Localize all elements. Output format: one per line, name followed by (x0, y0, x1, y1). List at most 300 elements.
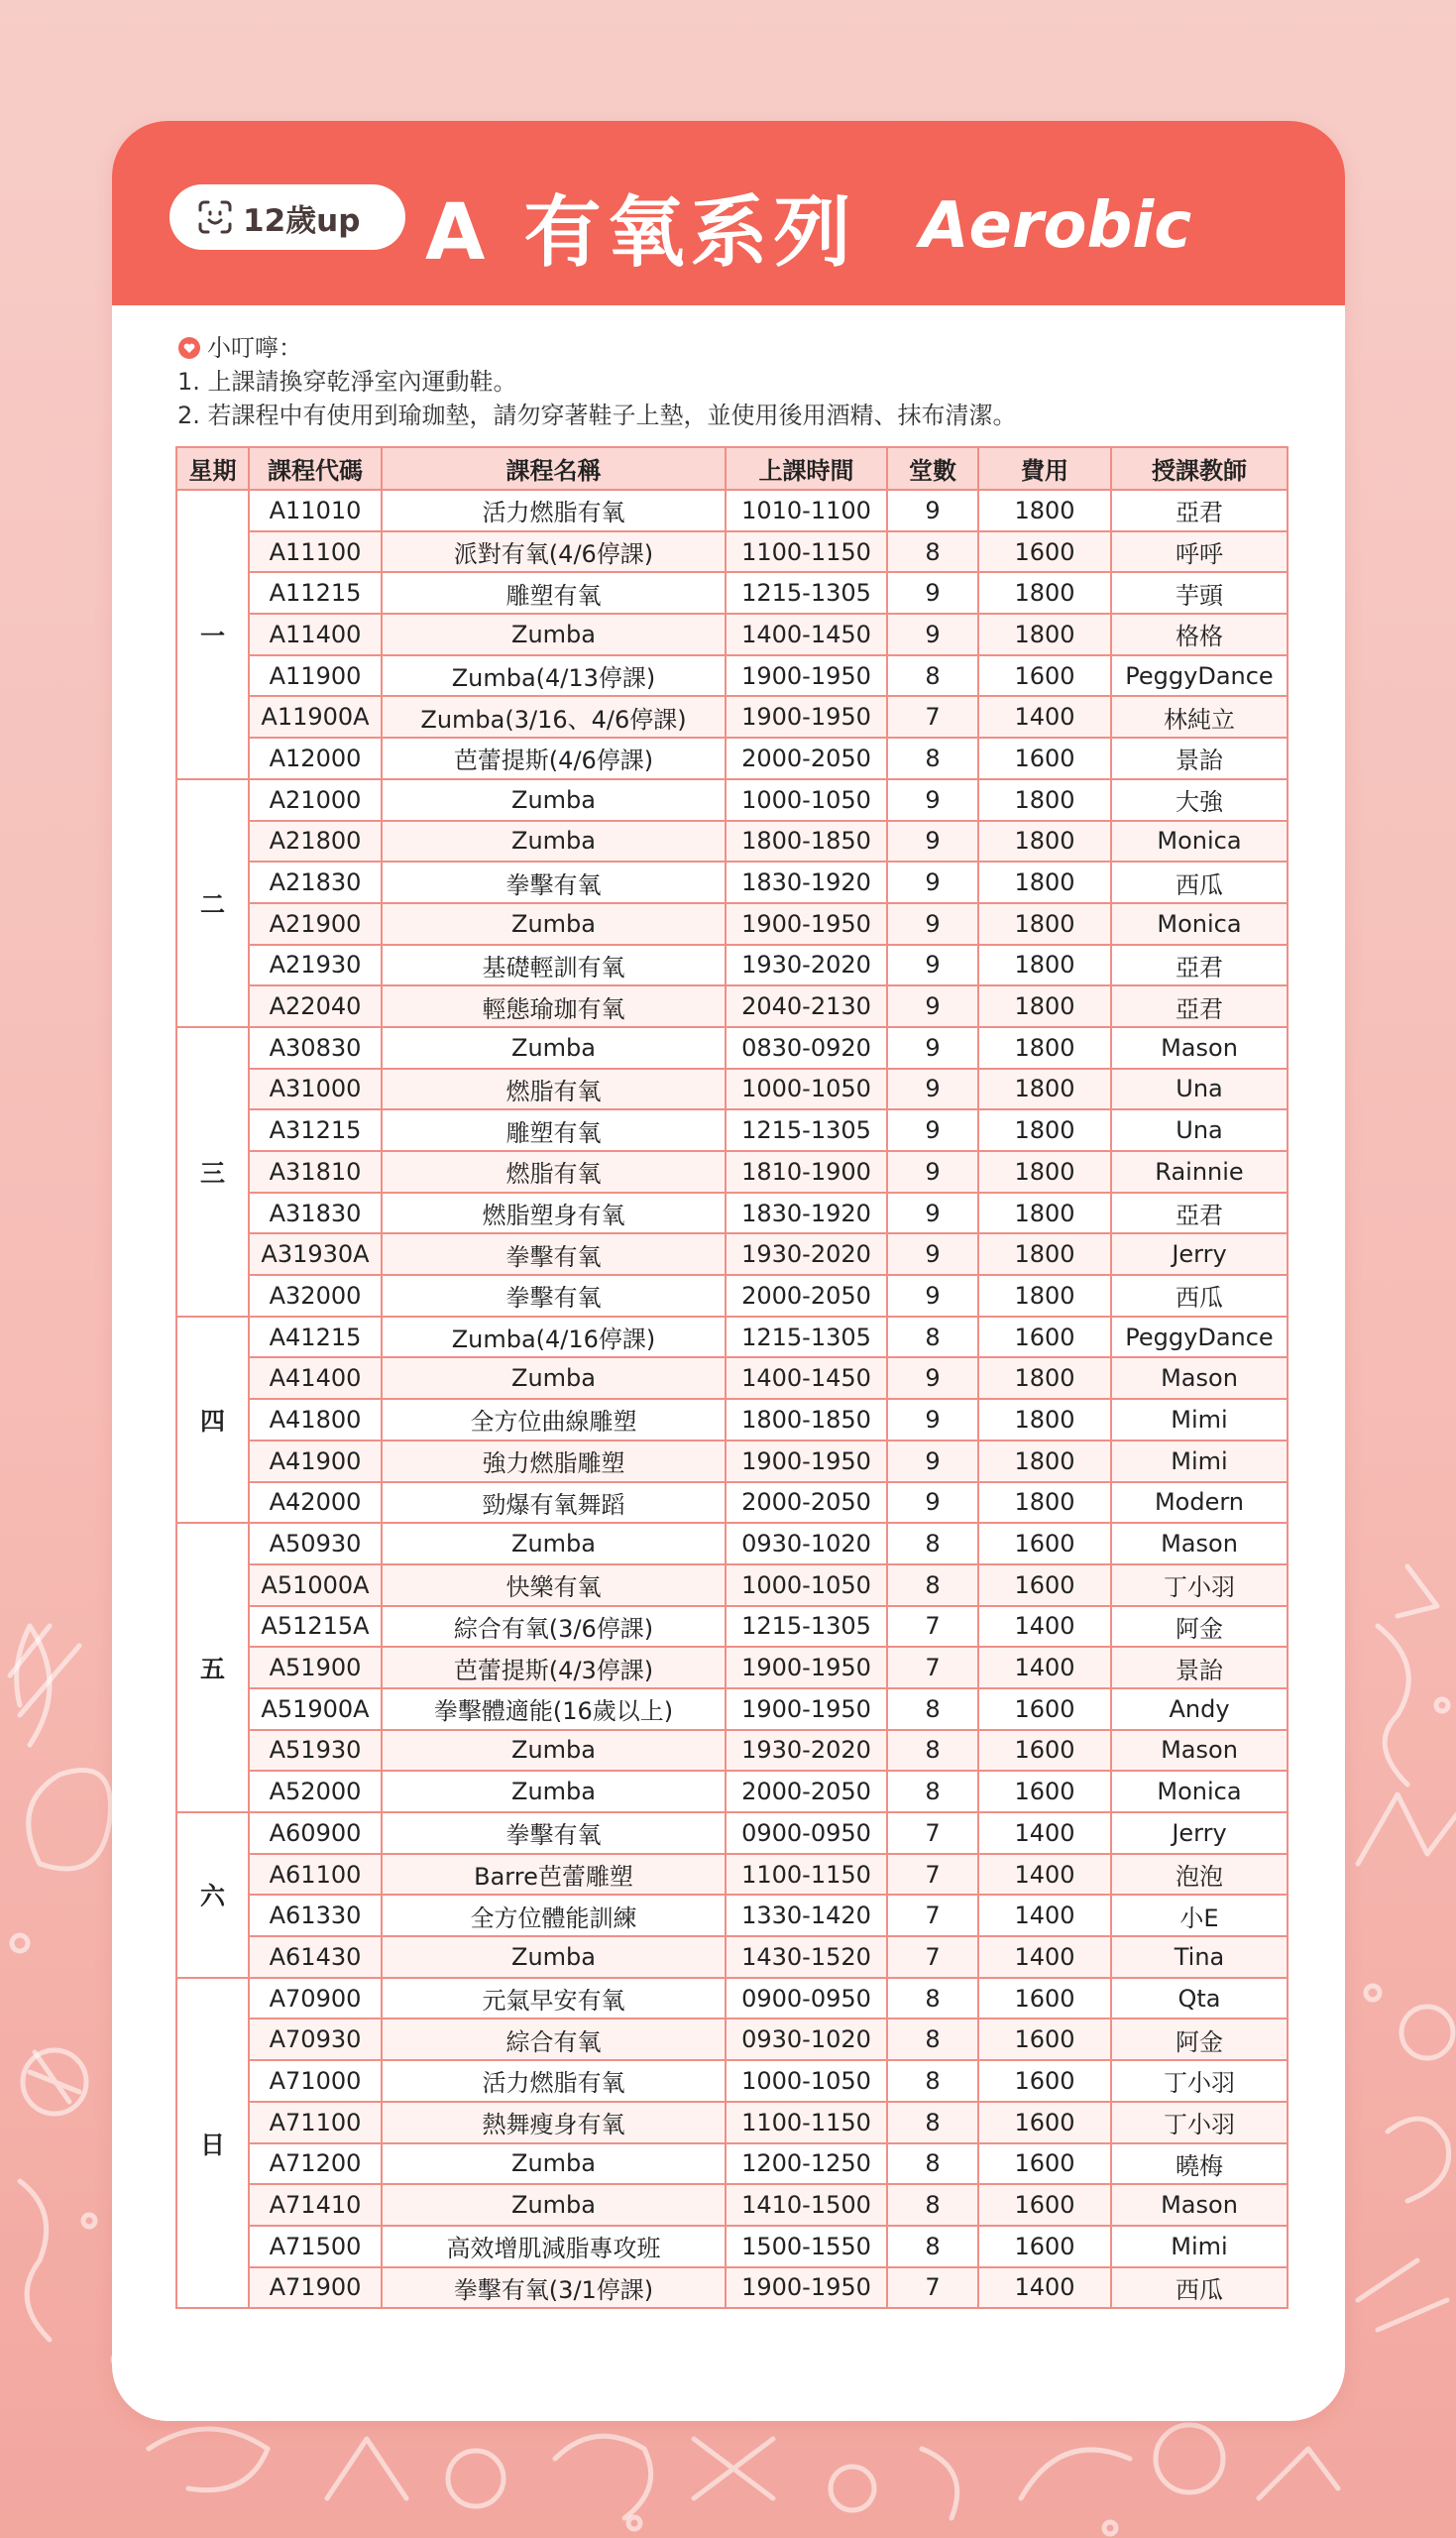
table-row (176, 572, 1288, 614)
course-name-cell: 拳擊有氧(3/1停課) (382, 2267, 726, 2309)
course-name-cell: Zumba (382, 1523, 726, 1564)
teacher-cell: 小E (1111, 1895, 1288, 1936)
course-code-cell: A41215 (249, 1317, 382, 1358)
teacher-cell: 丁小羽 (1111, 1564, 1288, 1606)
fee-cell: 1400 (978, 1606, 1111, 1648)
face-scan-icon (197, 199, 233, 235)
course-name-cell: 燃脂有氧 (382, 1151, 726, 1193)
teacher-cell: 芋頭 (1111, 572, 1288, 614)
time-cell: 1400-1450 (726, 614, 887, 655)
time-cell: 0900-0950 (726, 1978, 887, 2019)
sessions-cell: 7 (887, 696, 978, 738)
time-cell: 1830-1920 (726, 1193, 887, 1234)
table-row (176, 1441, 1288, 1482)
time-cell: 1215-1305 (726, 572, 887, 614)
sessions-cell: 7 (887, 1606, 978, 1648)
course-name-cell: Zumba (382, 2184, 726, 2226)
course-code-cell: A51900A (249, 1688, 382, 1730)
course-code-cell: A41400 (249, 1357, 382, 1399)
course-name-cell: 派對有氧(4/6停課) (382, 531, 726, 573)
teacher-cell: Tina (1111, 1936, 1288, 1978)
time-cell: 0930-1020 (726, 2019, 887, 2060)
course-name-cell: Zumba(4/13停課) (382, 655, 726, 697)
teacher-cell: 呼呼 (1111, 531, 1288, 573)
teacher-cell: 亞君 (1111, 490, 1288, 531)
time-cell: 1215-1305 (726, 1606, 887, 1648)
course-code-cell: A60900 (249, 1812, 382, 1854)
course-code-cell: A70930 (249, 2019, 382, 2060)
schedule-table (175, 446, 1288, 2309)
course-name-cell: Zumba (382, 779, 726, 821)
time-cell: 1800-1850 (726, 1399, 887, 1441)
course-name-cell: Zumba (382, 1027, 726, 1069)
time-cell: 2000-2050 (726, 1275, 887, 1317)
fee-cell: 1800 (978, 1069, 1111, 1110)
fee-cell: 1800 (978, 1441, 1111, 1482)
sessions-cell: 9 (887, 1109, 978, 1151)
sessions-cell: 9 (887, 1151, 978, 1193)
column-header: 上課時間 (726, 447, 887, 490)
time-cell: 1215-1305 (726, 1109, 887, 1151)
course-code-cell: A51930 (249, 1730, 382, 1772)
fee-cell: 1600 (978, 2019, 1111, 2060)
day-cell: 三 (176, 1027, 249, 1317)
day-cell: 四 (176, 1317, 249, 1523)
table-row (176, 1564, 1288, 1606)
course-code-cell: A11010 (249, 490, 382, 531)
table-row (176, 696, 1288, 738)
sessions-cell: 9 (887, 1193, 978, 1234)
course-code-cell: A31930A (249, 1233, 382, 1275)
course-code-cell: A12000 (249, 738, 382, 779)
fee-cell: 1800 (978, 903, 1111, 945)
table-row (176, 1647, 1288, 1688)
fee-cell: 1600 (978, 2143, 1111, 2185)
course-code-cell: A61430 (249, 1936, 382, 1978)
fee-cell: 1800 (978, 862, 1111, 903)
teacher-cell: Mason (1111, 1357, 1288, 1399)
time-cell: 1900-1950 (726, 903, 887, 945)
fee-cell: 1600 (978, 655, 1111, 697)
time-cell: 1410-1500 (726, 2184, 887, 2226)
time-cell: 1000-1050 (726, 779, 887, 821)
course-name-cell: 燃脂有氧 (382, 1069, 726, 1110)
sessions-cell: 9 (887, 1399, 978, 1441)
teacher-cell: Qta (1111, 1978, 1288, 2019)
fee-cell: 1800 (978, 821, 1111, 863)
teacher-cell: 西瓜 (1111, 2267, 1288, 2309)
sessions-cell: 9 (887, 1482, 978, 1524)
course-code-cell: A22040 (249, 985, 382, 1027)
time-cell: 1430-1520 (726, 1936, 887, 1978)
time-cell: 2000-2050 (726, 1771, 887, 1812)
column-header: 授課教師 (1111, 447, 1288, 490)
course-name-cell: Zumba (382, 1730, 726, 1772)
card-header (112, 121, 1345, 305)
column-header: 堂數 (887, 447, 978, 490)
notes (177, 331, 1017, 432)
course-code-cell: A31810 (249, 1151, 382, 1193)
sessions-cell: 9 (887, 945, 978, 986)
time-cell: 1900-1950 (726, 1647, 887, 1688)
course-code-cell: A21800 (249, 821, 382, 863)
teacher-cell: Mason (1111, 1730, 1288, 1772)
teacher-cell: PeggyDance (1111, 655, 1288, 697)
course-code-cell: A71900 (249, 2267, 382, 2309)
fee-cell: 1800 (978, 1193, 1111, 1234)
time-cell: 1400-1450 (726, 1357, 887, 1399)
teacher-cell: Mimi (1111, 2226, 1288, 2267)
teacher-cell: 阿金 (1111, 1606, 1288, 1648)
course-code-cell: A61100 (249, 1854, 382, 1896)
teacher-cell: 西瓜 (1111, 1275, 1288, 1317)
course-code-cell: A30830 (249, 1027, 382, 1069)
course-name-cell: 雕塑有氧 (382, 572, 726, 614)
teacher-cell: 曉梅 (1111, 2143, 1288, 2185)
table-row (176, 1688, 1288, 1730)
course-code-cell: A70900 (249, 1978, 382, 2019)
teacher-cell: Monica (1111, 821, 1288, 863)
course-code-cell: A11100 (249, 531, 382, 573)
sessions-cell: 8 (887, 1564, 978, 1606)
table-row (176, 862, 1288, 903)
sessions-cell: 9 (887, 985, 978, 1027)
course-name-cell: 全方位曲線雕塑 (382, 1399, 726, 1441)
table-row (176, 1193, 1288, 1234)
course-name-cell: 基礎輕訓有氧 (382, 945, 726, 986)
course-code-cell: A52000 (249, 1771, 382, 1812)
teacher-cell: Rainnie (1111, 1151, 1288, 1193)
table-row (176, 821, 1288, 863)
note-item: 1. 上課請換穿乾淨室內運動鞋。 (177, 368, 517, 396)
teacher-cell: Mason (1111, 1027, 1288, 1069)
table-row (176, 1069, 1288, 1110)
time-cell: 1930-2020 (726, 1233, 887, 1275)
time-cell: 1900-1950 (726, 655, 887, 697)
course-name-cell: 拳擊有氧 (382, 1275, 726, 1317)
table-row (176, 2184, 1288, 2226)
fee-cell: 1600 (978, 1978, 1111, 2019)
table-row (176, 2060, 1288, 2102)
day-cell: 五 (176, 1523, 249, 1812)
teacher-cell: Mimi (1111, 1441, 1288, 1482)
course-name-cell: 拳擊有氧 (382, 1233, 726, 1275)
sessions-cell: 8 (887, 1730, 978, 1772)
table-row (176, 2019, 1288, 2060)
fee-cell: 1400 (978, 1895, 1111, 1936)
course-name-cell: 強力燃脂雕塑 (382, 1441, 726, 1482)
course-name-cell: Zumba (382, 1357, 726, 1399)
sessions-cell: 8 (887, 2143, 978, 2185)
age-badge (169, 184, 405, 250)
sessions-cell: 8 (887, 2060, 978, 2102)
time-cell: 1900-1950 (726, 1441, 887, 1482)
fee-cell: 1800 (978, 1233, 1111, 1275)
sessions-cell: 8 (887, 2102, 978, 2143)
sessions-cell: 8 (887, 1317, 978, 1358)
teacher-cell: 亞君 (1111, 1193, 1288, 1234)
course-code-cell: A21930 (249, 945, 382, 986)
table-row (176, 490, 1288, 531)
time-cell: 1000-1050 (726, 1564, 887, 1606)
table-row (176, 1606, 1288, 1648)
table-row (176, 1482, 1288, 1524)
teacher-cell: Jerry (1111, 1233, 1288, 1275)
fee-cell: 1800 (978, 1109, 1111, 1151)
course-name-cell: Barre芭蕾雕塑 (382, 1854, 726, 1896)
fee-cell: 1600 (978, 1730, 1111, 1772)
table-row (176, 1317, 1288, 1358)
note-item: 2. 若課程中有使用到瑜珈墊，請勿穿著鞋子上墊，並使用後用酒精、抹布清潔。 (177, 402, 1017, 429)
time-cell: 1200-1250 (726, 2143, 887, 2185)
fee-cell: 1800 (978, 572, 1111, 614)
course-name-cell: 燃脂塑身有氧 (382, 1193, 726, 1234)
course-code-cell: A51000A (249, 1564, 382, 1606)
table-row (176, 655, 1288, 697)
table-row (176, 1233, 1288, 1275)
teacher-cell: Jerry (1111, 1812, 1288, 1854)
course-name-cell: Zumba(4/16停課) (382, 1317, 726, 1358)
table-row (176, 985, 1288, 1027)
time-cell: 2000-2050 (726, 738, 887, 779)
schedule-card (112, 121, 1345, 2421)
sessions-cell: 7 (887, 1895, 978, 1936)
teacher-cell: 大強 (1111, 779, 1288, 821)
course-name-cell: Zumba (382, 2143, 726, 2185)
sessions-cell: 9 (887, 614, 978, 655)
day-cell: 二 (176, 779, 249, 1027)
table-row (176, 2143, 1288, 2185)
fee-cell: 1800 (978, 779, 1111, 821)
course-name-cell: 綜合有氧(3/6停課) (382, 1606, 726, 1648)
sessions-cell: 9 (887, 903, 978, 945)
time-cell: 1800-1850 (726, 821, 887, 863)
fee-cell: 1800 (978, 614, 1111, 655)
course-code-cell: A11900 (249, 655, 382, 697)
fee-cell: 1800 (978, 490, 1111, 531)
time-cell: 1900-1950 (726, 2267, 887, 2309)
sessions-cell: 7 (887, 1854, 978, 1896)
sessions-cell: 7 (887, 1812, 978, 1854)
time-cell: 1500-1550 (726, 2226, 887, 2267)
course-code-cell: A51900 (249, 1647, 382, 1688)
course-name-cell: 雕塑有氧 (382, 1109, 726, 1151)
course-code-cell: A71000 (249, 2060, 382, 2102)
sessions-cell: 9 (887, 1027, 978, 1069)
fee-cell: 1600 (978, 1688, 1111, 1730)
table-row (176, 2226, 1288, 2267)
course-code-cell: A71100 (249, 2102, 382, 2143)
fee-cell: 1400 (978, 1647, 1111, 1688)
sessions-cell: 9 (887, 1233, 978, 1275)
course-code-cell: A11215 (249, 572, 382, 614)
teacher-cell: 亞君 (1111, 985, 1288, 1027)
fee-cell: 1800 (978, 985, 1111, 1027)
column-header: 課程名稱 (382, 447, 726, 490)
course-name-cell: Zumba (382, 1771, 726, 1812)
fee-cell: 1400 (978, 2267, 1111, 2309)
course-name-cell: Zumba (382, 614, 726, 655)
table-body (176, 490, 1288, 2308)
table-row (176, 1109, 1288, 1151)
fee-cell: 1600 (978, 531, 1111, 573)
time-cell: 1100-1150 (726, 531, 887, 573)
course-name-cell: 拳擊有氧 (382, 1812, 726, 1854)
table-row (176, 945, 1288, 986)
notes-title: 小叮嚀： (207, 334, 302, 362)
course-name-cell: 熱舞瘦身有氧 (382, 2102, 726, 2143)
course-name-cell: 綜合有氧 (382, 2019, 726, 2060)
course-code-cell: A31000 (249, 1069, 382, 1110)
table-row (176, 1771, 1288, 1812)
table-header-row (176, 447, 1288, 490)
time-cell: 1000-1050 (726, 2060, 887, 2102)
column-header: 星期 (176, 447, 249, 490)
time-cell: 1330-1420 (726, 1895, 887, 1936)
fee-cell: 1400 (978, 1854, 1111, 1896)
teacher-cell: PeggyDance (1111, 1317, 1288, 1358)
course-code-cell: A50930 (249, 1523, 382, 1564)
teacher-cell: Mason (1111, 2184, 1288, 2226)
time-cell: 1000-1050 (726, 1069, 887, 1110)
sessions-cell: 8 (887, 531, 978, 573)
time-cell: 0930-1020 (726, 1523, 887, 1564)
table-row (176, 2267, 1288, 2309)
sessions-cell: 8 (887, 655, 978, 697)
teacher-cell: Una (1111, 1069, 1288, 1110)
fee-cell: 1800 (978, 945, 1111, 986)
sessions-cell: 9 (887, 1275, 978, 1317)
course-code-cell: A71200 (249, 2143, 382, 2185)
time-cell: 1010-1100 (726, 490, 887, 531)
teacher-cell: 亞君 (1111, 945, 1288, 986)
fee-cell: 1800 (978, 1151, 1111, 1193)
time-cell: 1100-1150 (726, 1854, 887, 1896)
course-name-cell: 活力燃脂有氧 (382, 490, 726, 531)
fee-cell: 1600 (978, 2226, 1111, 2267)
sessions-cell: 8 (887, 2019, 978, 2060)
age-badge-label: 12歲up (243, 202, 361, 239)
fee-cell: 1600 (978, 2060, 1111, 2102)
table-row (176, 1399, 1288, 1441)
sessions-cell: 9 (887, 1069, 978, 1110)
table-row (176, 903, 1288, 945)
fee-cell: 1800 (978, 1482, 1111, 1524)
teacher-cell: 景詒 (1111, 738, 1288, 779)
fee-cell: 1600 (978, 2102, 1111, 2143)
time-cell: 1810-1900 (726, 1151, 887, 1193)
teacher-cell: Modern (1111, 1482, 1288, 1524)
table-row (176, 1027, 1288, 1069)
course-code-cell: A31830 (249, 1193, 382, 1234)
sessions-cell: 8 (887, 2184, 978, 2226)
sessions-cell: 7 (887, 2267, 978, 2309)
teacher-cell: 丁小羽 (1111, 2102, 1288, 2143)
course-name-cell: 拳擊有氧 (382, 862, 726, 903)
teacher-cell: Mimi (1111, 1399, 1288, 1441)
time-cell: 1930-2020 (726, 945, 887, 986)
table-row (176, 1357, 1288, 1399)
table-row (176, 779, 1288, 821)
table-row (176, 1730, 1288, 1772)
fee-cell: 1800 (978, 1399, 1111, 1441)
course-code-cell: A42000 (249, 1482, 382, 1524)
course-code-cell: A21000 (249, 779, 382, 821)
column-header: 課程代碼 (249, 447, 382, 490)
course-name-cell: 拳擊體適能(16歲以上) (382, 1688, 726, 1730)
teacher-cell: 景詒 (1111, 1647, 1288, 1688)
table-row (176, 1854, 1288, 1896)
course-code-cell: A41800 (249, 1399, 382, 1441)
teacher-cell: Monica (1111, 903, 1288, 945)
table-row (176, 614, 1288, 655)
fee-cell: 1600 (978, 738, 1111, 779)
teacher-cell: 格格 (1111, 614, 1288, 655)
day-cell: 日 (176, 1978, 249, 2309)
course-code-cell: A71500 (249, 2226, 382, 2267)
teacher-cell: 泡泡 (1111, 1854, 1288, 1896)
fee-cell: 1400 (978, 1812, 1111, 1854)
course-name-cell: 元氣早安有氧 (382, 1978, 726, 2019)
teacher-cell: Monica (1111, 1771, 1288, 1812)
course-code-cell: A51215A (249, 1606, 382, 1648)
table-row (176, 1895, 1288, 1936)
day-cell: 六 (176, 1812, 249, 1978)
sessions-cell: 9 (887, 821, 978, 863)
page-title: A 有氧系列 (425, 188, 857, 278)
page-subtitle: Aerobic (920, 189, 1192, 263)
sessions-cell: 9 (887, 572, 978, 614)
sessions-cell: 8 (887, 1523, 978, 1564)
table-row (176, 1275, 1288, 1317)
time-cell: 2000-2050 (726, 1482, 887, 1524)
heart-icon (177, 336, 201, 360)
sessions-cell: 8 (887, 2226, 978, 2267)
course-name-cell: Zumba(3/16、4/6停課) (382, 696, 726, 738)
table-row (176, 531, 1288, 573)
table-row (176, 1812, 1288, 1854)
sessions-cell: 8 (887, 1771, 978, 1812)
sessions-cell: 9 (887, 490, 978, 531)
sessions-cell: 9 (887, 862, 978, 903)
table-row (176, 1151, 1288, 1193)
sessions-cell: 9 (887, 1441, 978, 1482)
time-cell: 1830-1920 (726, 862, 887, 903)
course-name-cell: Zumba (382, 821, 726, 863)
table-row (176, 1936, 1288, 1978)
sessions-cell: 8 (887, 1688, 978, 1730)
course-code-cell: A41900 (249, 1441, 382, 1482)
fee-cell: 1800 (978, 1275, 1111, 1317)
sessions-cell: 7 (887, 1936, 978, 1978)
course-code-cell: A71410 (249, 2184, 382, 2226)
fee-cell: 1600 (978, 2184, 1111, 2226)
time-cell: 1100-1150 (726, 2102, 887, 2143)
course-name-cell: 活力燃脂有氧 (382, 2060, 726, 2102)
fee-cell: 1400 (978, 1936, 1111, 1978)
fee-cell: 1600 (978, 1771, 1111, 1812)
table-row (176, 738, 1288, 779)
course-name-cell: 芭蕾提斯(4/6停課) (382, 738, 726, 779)
table-row (176, 1978, 1288, 2019)
column-header: 費用 (978, 447, 1111, 490)
time-cell: 1215-1305 (726, 1317, 887, 1358)
course-name-cell: 快樂有氧 (382, 1564, 726, 1606)
sessions-cell: 9 (887, 1357, 978, 1399)
course-name-cell: Zumba (382, 1936, 726, 1978)
teacher-cell: 丁小羽 (1111, 2060, 1288, 2102)
fee-cell: 1600 (978, 1523, 1111, 1564)
